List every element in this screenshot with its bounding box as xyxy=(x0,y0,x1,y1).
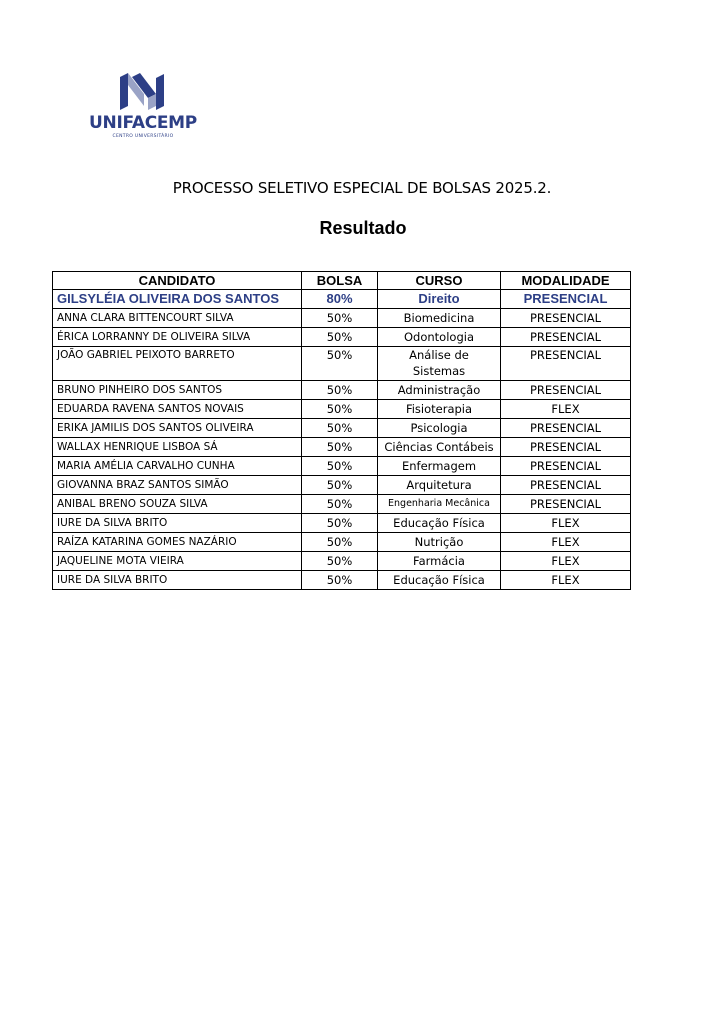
candidato-cell: IURE DA SILVA BRITO xyxy=(53,571,302,590)
logo-mark-icon xyxy=(82,72,204,114)
document-subtitle: Resultado xyxy=(319,218,407,238)
modalidade-cell: PRESENCIAL xyxy=(501,495,631,514)
curso-cell: Análise de Sistemas xyxy=(378,347,501,381)
candidato-cell: ANIBAL BRENO SOUZA SILVA xyxy=(53,495,302,514)
bolsa-cell: 50% xyxy=(302,419,378,438)
modalidade-cell: FLEX xyxy=(501,514,631,533)
bolsa-cell: 80% xyxy=(302,290,378,309)
modalidade-cell: PRESENCIAL xyxy=(501,438,631,457)
table-row xyxy=(53,457,631,476)
curso-cell: Direito xyxy=(378,290,501,309)
modalidade-cell: PRESENCIAL xyxy=(501,381,631,400)
table-row xyxy=(53,400,631,419)
bolsa-cell: 50% xyxy=(302,347,378,381)
curso-cell: Ciências Contábeis xyxy=(378,438,501,457)
candidato-cell: BRUNO PINHEIRO DOS SANTOS xyxy=(53,381,302,400)
candidato-cell: MARIA AMÉLIA CARVALHO CUNHA xyxy=(53,457,302,476)
curso-cell: Administração xyxy=(378,381,501,400)
table-row xyxy=(53,514,631,533)
bolsa-cell: 50% xyxy=(302,514,378,533)
candidato-cell: JOÃO GABRIEL PEIXOTO BARRETO xyxy=(53,347,302,381)
table-row xyxy=(53,571,631,590)
bolsa-cell: 50% xyxy=(302,552,378,571)
modalidade-cell: PRESENCIAL xyxy=(501,309,631,328)
bolsa-cell: 50% xyxy=(302,400,378,419)
document-title: PROCESSO SELETIVO ESPECIAL DE BOLSAS 2025.2. xyxy=(172,179,552,197)
table-row xyxy=(53,309,631,328)
curso-cell: Psicologia xyxy=(378,419,501,438)
table-row xyxy=(53,419,631,438)
table-row xyxy=(53,552,631,571)
bolsa-cell: 50% xyxy=(302,381,378,400)
bolsa-cell: 50% xyxy=(302,438,378,457)
table-row xyxy=(53,438,631,457)
curso-cell: Educação Física xyxy=(378,514,501,533)
table-row xyxy=(53,533,631,552)
modalidade-cell: PRESENCIAL xyxy=(501,290,631,309)
curso-cell: Educação Física xyxy=(378,571,501,590)
modalidade-cell: PRESENCIAL xyxy=(501,328,631,347)
bolsa-cell: 50% xyxy=(302,533,378,552)
candidato-cell: GILSYLÉIA OLIVEIRA DOS SANTOS xyxy=(53,290,302,309)
table-header-row xyxy=(53,272,631,290)
curso-cell: Farmácia xyxy=(378,552,501,571)
candidato-cell: IURE DA SILVA BRITO xyxy=(53,514,302,533)
candidato-cell: GIOVANNA BRAZ SANTOS SIMÃO xyxy=(53,476,302,495)
modalidade-cell: FLEX xyxy=(501,400,631,419)
modalidade-cell: FLEX xyxy=(501,552,631,571)
logo-subtitle: CENTRO UNIVERSITÁRIO xyxy=(112,134,174,139)
table-row xyxy=(53,328,631,347)
results-table xyxy=(52,271,631,590)
curso-cell: Odontologia xyxy=(378,328,501,347)
modalidade-cell: FLEX xyxy=(501,571,631,590)
bolsa-cell: 50% xyxy=(302,495,378,514)
unifacemp-logo xyxy=(82,72,204,144)
bolsa-cell: 50% xyxy=(302,309,378,328)
curso-cell: Arquitetura xyxy=(378,476,501,495)
curso-cell: Fisioterapia xyxy=(378,400,501,419)
bolsa-cell: 50% xyxy=(302,328,378,347)
curso-cell: Enfermagem xyxy=(378,457,501,476)
bolsa-cell: 50% xyxy=(302,571,378,590)
header-curso: CURSO xyxy=(378,272,501,290)
modalidade-cell: PRESENCIAL xyxy=(501,347,631,381)
logo-text: UNIFACEMP xyxy=(89,113,197,133)
candidato-cell: ÉRICA LORRANNY DE OLIVEIRA SILVA xyxy=(53,328,302,347)
table-row xyxy=(53,476,631,495)
table-row xyxy=(53,290,631,309)
table-row xyxy=(53,381,631,400)
modalidade-cell: PRESENCIAL xyxy=(501,476,631,495)
bolsa-cell: 50% xyxy=(302,457,378,476)
header-modalidade: MODALIDADE xyxy=(501,272,631,290)
modalidade-cell: PRESENCIAL xyxy=(501,457,631,476)
candidato-cell: ERIKA JAMILIS DOS SANTOS OLIVEIRA xyxy=(53,419,302,438)
table-row xyxy=(53,495,631,514)
table-row xyxy=(53,347,631,381)
header-candidato: CANDIDATO xyxy=(53,272,302,290)
modalidade-cell: FLEX xyxy=(501,533,631,552)
candidato-cell: WALLAX HENRIQUE LISBOA SÁ xyxy=(53,438,302,457)
modalidade-cell: PRESENCIAL xyxy=(501,419,631,438)
candidato-cell: ANNA CLARA BITTENCOURT SILVA xyxy=(53,309,302,328)
curso-cell: Nutrição xyxy=(378,533,501,552)
curso-cell: Biomedicina xyxy=(378,309,501,328)
candidato-cell: RAÍZA KATARINA GOMES NAZÁRIO xyxy=(53,533,302,552)
curso-cell: Engenharia Mecânica xyxy=(378,495,501,514)
header-bolsa: BOLSA xyxy=(302,272,378,290)
candidato-cell: EDUARDA RAVENA SANTOS NOVAIS xyxy=(53,400,302,419)
candidato-cell: JAQUELINE MOTA VIEIRA xyxy=(53,552,302,571)
bolsa-cell: 50% xyxy=(302,476,378,495)
